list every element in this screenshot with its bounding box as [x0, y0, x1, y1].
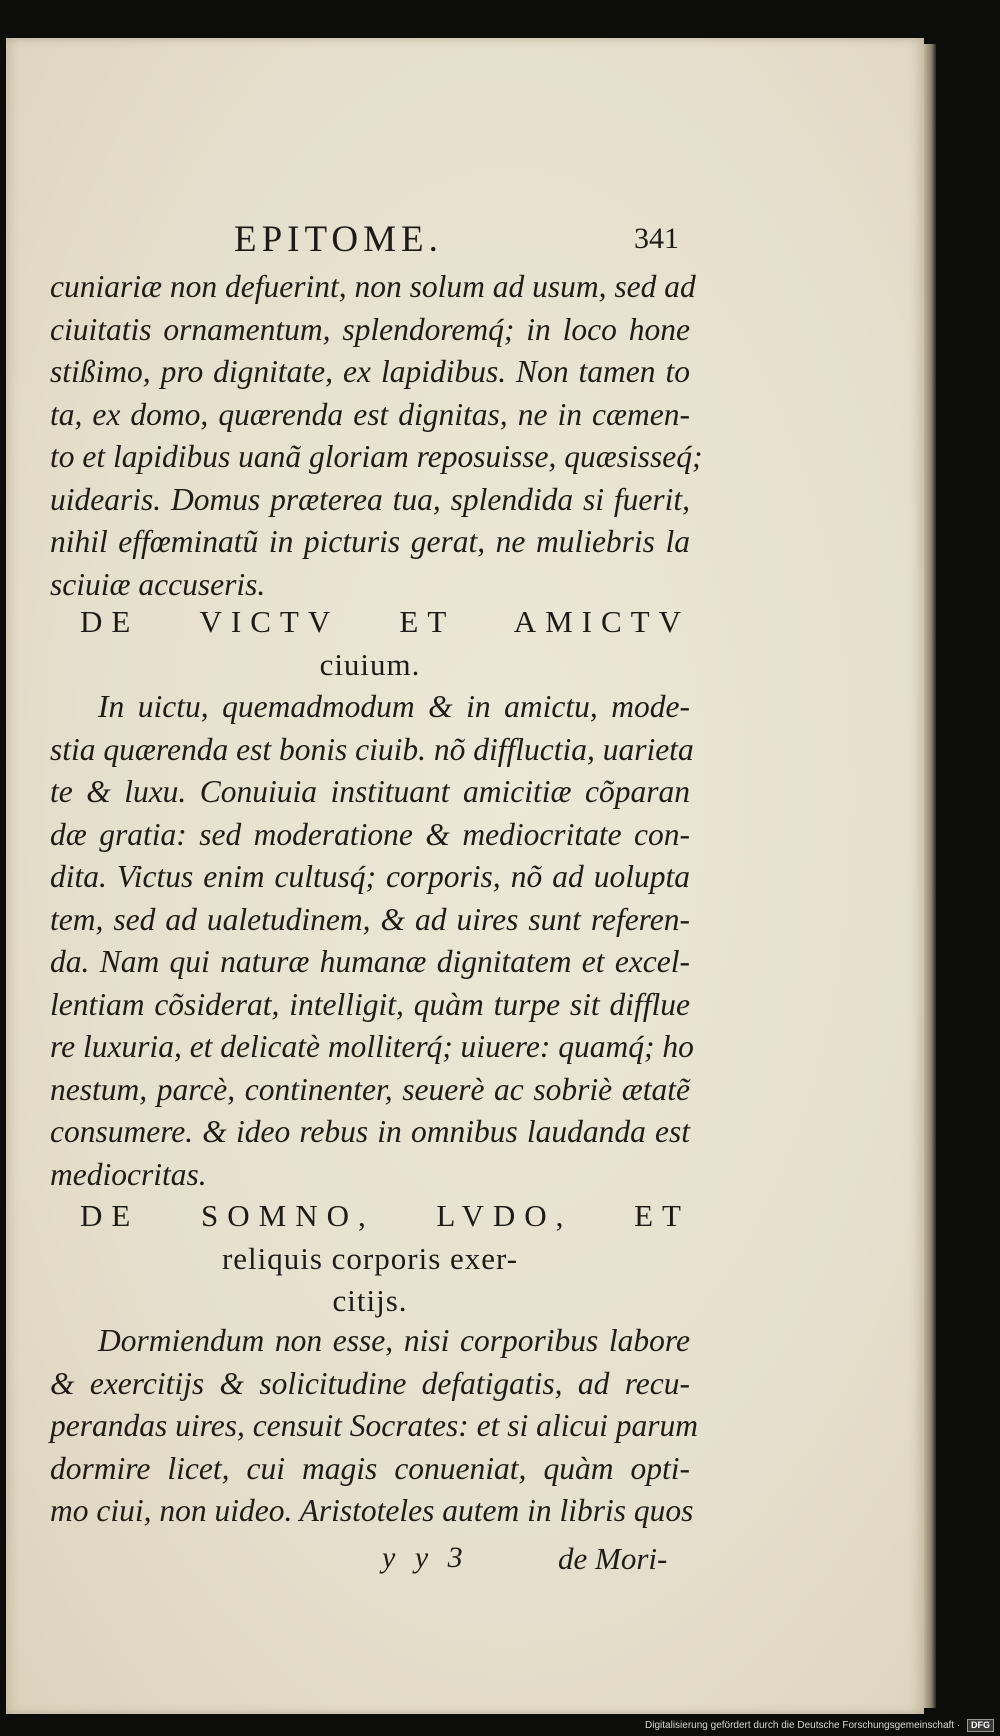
- heading-line: DE VICTV ET AMICTV: [80, 604, 690, 639]
- text-line: nihil effœminatũ in picturis gerat, ne muliebris la: [50, 524, 690, 559]
- text-line: nestum, parcè, continenter, seuerè ac sobriè ætatẽ: [50, 1071, 690, 1107]
- signature-line: [6, 1541, 924, 1585]
- text-line: dormire licet, cui magis conueniat, quàm opti-: [50, 1450, 690, 1486]
- text-line: consumere. & ideo rebus in omnibus laudanda est: [50, 1114, 690, 1149]
- dfg-logo-icon: DFG: [967, 1719, 994, 1732]
- text-line: mediocritas.: [50, 1156, 207, 1192]
- text-line: ciuitatis ornamentum, splendoremq́; in loco hone: [50, 311, 690, 347]
- text-line: & exercitijs & solicitudine defatigatis, ad recu-: [50, 1365, 690, 1401]
- scan-credit-text: Digitalisierung gefördert durch die Deutsche Forschungsgemeinschaft ·: [645, 1720, 961, 1731]
- text-line: dæ gratia: sed moderatione & mediocritate con-: [50, 816, 690, 852]
- book-page: [6, 38, 924, 1714]
- text-line: lentiam cõsiderat, intelligit, quàm turpe sit difflue: [50, 986, 690, 1022]
- text-line: to et lapidibus uanã gloriam reposuisse, quæsisseq́;: [50, 439, 703, 474]
- section-heading-victu: [50, 600, 690, 686]
- catchword: de Mori-: [558, 1541, 668, 1576]
- text-line: Dormiendum non esse, nisi corporibus labore: [98, 1323, 690, 1358]
- text-line: ta, ex domo, quærenda est dignitas, ne in cæmen-: [50, 396, 690, 432]
- section-heading-somno: [50, 1194, 690, 1322]
- text-line: cuniariæ non defuerint, non solum ad usum, sed ad: [50, 269, 696, 304]
- paragraph-1: [50, 266, 703, 606]
- text-line: te & luxu. Conuiuia instituant amicitiæ cõparan: [50, 774, 690, 809]
- text-line: da. Nam qui naturæ humanæ dignitatem et excel-: [50, 944, 690, 979]
- heading-line: reliquis corporis exer-: [221, 1241, 519, 1276]
- heading-line: DE SOMNO, LVDO, ET: [80, 1198, 690, 1233]
- paragraph-2: [50, 686, 694, 1196]
- text-line: dita. Victus enim cultusq́; corporis, nõ ad uolupta: [50, 859, 690, 894]
- scan-credit: [645, 1719, 994, 1732]
- text-line: re luxuria, et delicatè molliterq́; uiuere: quamq́; ho: [50, 1029, 694, 1064]
- text-line: tem, sed ad ualetudinem, & ad uires sunt referen-: [50, 901, 690, 937]
- text-line: perandas uires, censuit Socrates: et si alicui parum: [50, 1408, 699, 1443]
- running-title: EPITOME.: [234, 219, 443, 260]
- paragraph-3: [50, 1320, 699, 1533]
- page-number: 341: [634, 222, 679, 255]
- signature-mark: y y 3: [382, 1541, 469, 1574]
- page-edge: [924, 44, 936, 1708]
- running-head: [6, 218, 924, 268]
- text-line: stia quærenda est bonis ciuib. nõ diffluctia, uarieta: [50, 731, 694, 767]
- text-line: mo ciui, non uideo. Aristoteles autem in libris quos: [50, 1493, 694, 1528]
- heading-line: citijs.: [332, 1283, 408, 1318]
- heading-line: ciuium.: [319, 647, 421, 682]
- text-line: stißimo, pro dignitate, ex lapidibus. Non tamen to: [50, 354, 690, 389]
- text-line: In uictu, quemadmodum & in amictu, mode-: [98, 689, 690, 724]
- text-line: sciuiæ accuseris.: [50, 566, 266, 602]
- text-line: uidearis. Domus præterea tua, splendida si fuerit,: [50, 481, 690, 517]
